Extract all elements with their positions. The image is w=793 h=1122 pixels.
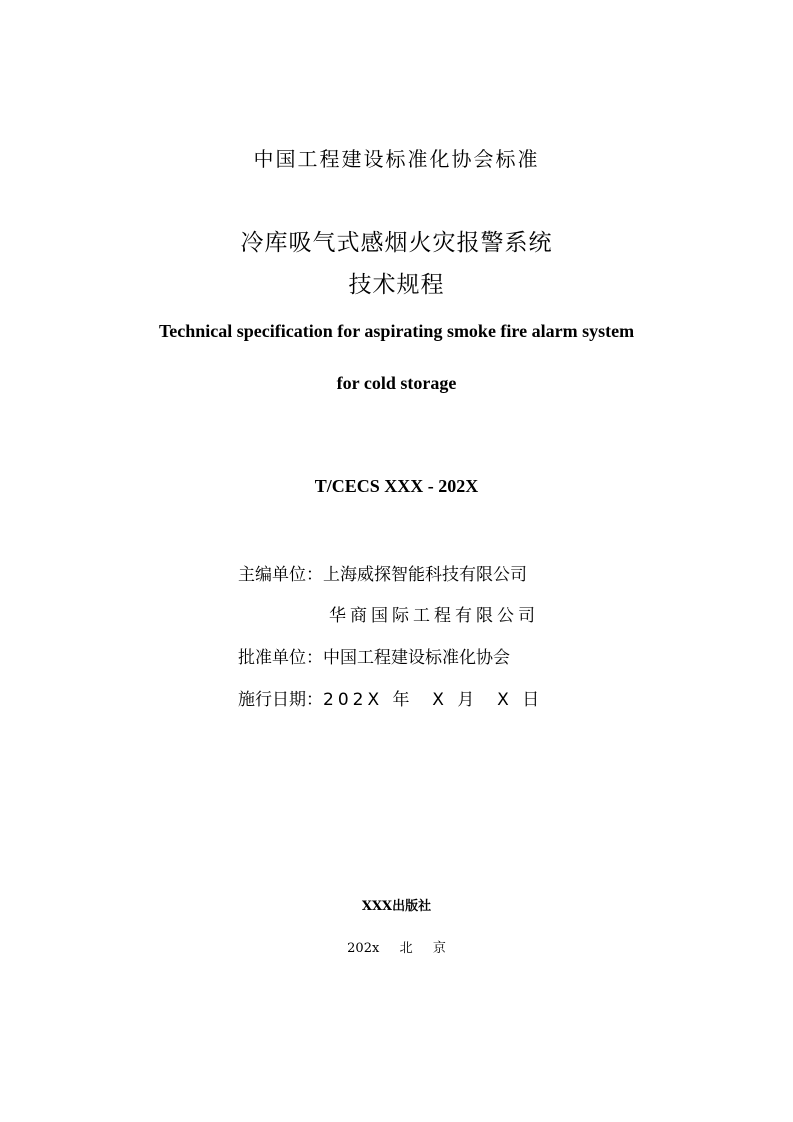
title-en-line1: Technical specification for aspirating smoke fire alarm system	[158, 321, 635, 341]
effective-label: 施行日期：	[238, 690, 323, 710]
publisher: XXX出版社	[361, 899, 432, 914]
title-zh-line2: 技术规程	[348, 272, 445, 298]
approval-unit: 中国工程建设标准化协会	[323, 648, 510, 668]
chief-editor-row	[238, 563, 598, 587]
association-header: 中国工程建设标准化协会标准	[253, 147, 540, 171]
standard-code: T/CECS XXX - 202X	[314, 476, 479, 496]
chief-editor-1: 上海威探智能科技有限公司	[323, 565, 527, 585]
approval-row	[238, 646, 598, 670]
chief-editor-label: 主编单位：	[238, 565, 323, 585]
effective-date: 202X 年 X 月 X 日	[323, 690, 544, 710]
chief-editor-row-2	[238, 604, 598, 628]
effective-date-row	[238, 688, 598, 712]
title-zh-line1: 冷库吸气式感烟火灾报警系统	[240, 230, 553, 256]
publish-place: 202x 北 京	[347, 941, 446, 956]
chief-editor-2: 华商国际工程有限公司	[329, 606, 539, 626]
approval-label: 批准单位：	[238, 648, 323, 668]
title-en-line2: for cold storage	[336, 373, 457, 393]
